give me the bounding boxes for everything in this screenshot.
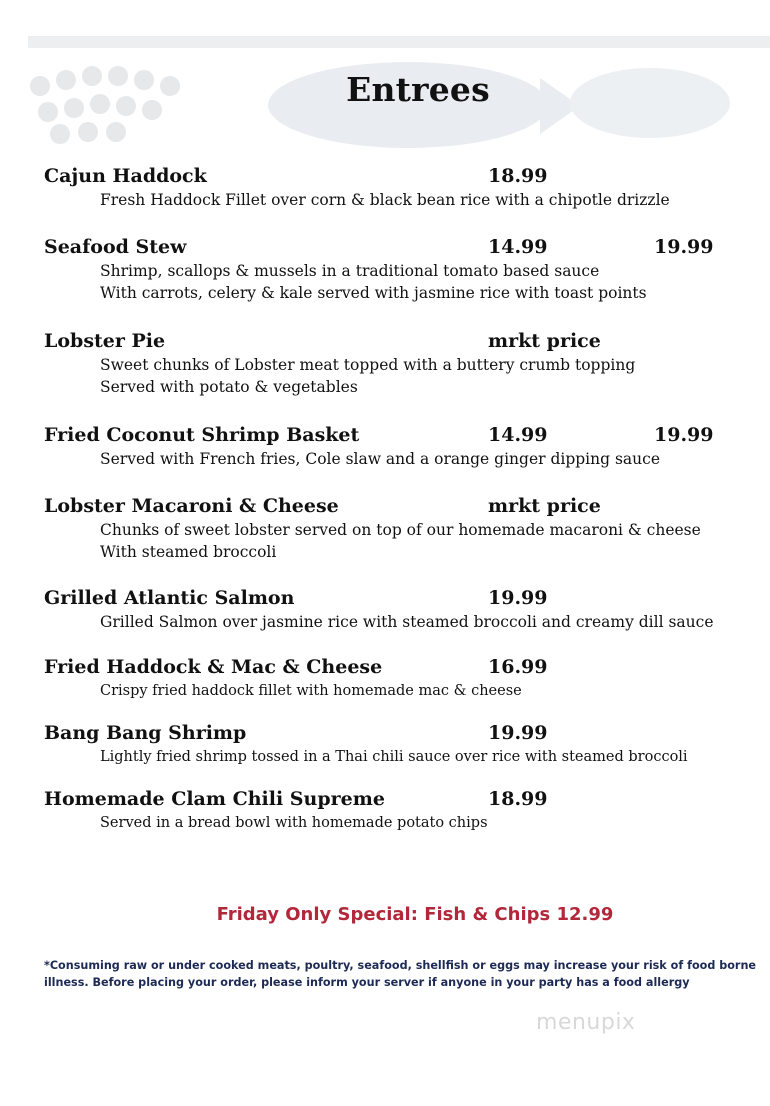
item-description xyxy=(100,448,660,470)
item-name: Bang Bang Shrimp xyxy=(44,722,247,744)
item-price: 14.99 xyxy=(488,236,548,258)
item-price-large: 19.99 xyxy=(654,424,714,446)
item-price: 19.99 xyxy=(488,722,548,744)
item-description xyxy=(100,354,635,398)
watermark: menupix xyxy=(536,1010,636,1035)
item-description xyxy=(100,611,714,633)
item-price: 18.99 xyxy=(488,788,548,810)
item-name: Homemade Clam Chili Supreme xyxy=(44,788,385,810)
item-name: Lobster Pie xyxy=(44,330,166,352)
item-description xyxy=(100,260,647,304)
item-name: Lobster Macaroni & Cheese xyxy=(44,495,339,517)
item-price: 14.99 xyxy=(488,424,548,446)
description-line: Chunks of sweet lobster served on top of our homemade macaroni & cheese xyxy=(100,521,701,539)
description-line: Served with potato & vegetables xyxy=(100,378,358,396)
description-line: Served in a bread bowl with homemade potato chips xyxy=(100,815,488,831)
item-description xyxy=(100,189,670,211)
item-price: mrkt price xyxy=(488,330,601,352)
item-description xyxy=(100,519,701,563)
item-price: 16.99 xyxy=(488,656,548,678)
item-name: Fried Haddock & Mac & Cheese xyxy=(44,656,383,678)
description-line: Lightly fried shrimp tossed in a Thai chili sauce over rice with steamed broccoli xyxy=(100,749,688,765)
description-line: Sweet chunks of Lobster meat topped with a buttery crumb topping xyxy=(100,356,636,374)
item-name: Grilled Atlantic Salmon xyxy=(44,587,295,609)
description-line: Shrimp, scallops & mussels in a traditional tomato based sauce xyxy=(100,262,600,280)
item-price-large: 19.99 xyxy=(654,236,714,258)
item-name: Cajun Haddock xyxy=(44,165,207,187)
item-description xyxy=(100,812,488,834)
item-price: 18.99 xyxy=(488,165,548,187)
page-title: Entrees xyxy=(346,70,490,109)
description-line: With carrots, celery & kale served with jasmine rice with toast points xyxy=(100,284,647,302)
item-price: 19.99 xyxy=(488,587,548,609)
item-description xyxy=(100,680,522,702)
description-line: Grilled Salmon over jasmine rice with steamed broccoli and creamy dill sauce xyxy=(100,613,714,631)
description-line: Crispy fried haddock fillet with homemade mac & cheese xyxy=(100,683,522,699)
description-line: With steamed broccoli xyxy=(100,543,277,561)
friday-special: Friday Only Special: Fish & Chips 12.99 xyxy=(216,904,614,925)
description-line: Fresh Haddock Fillet over corn & black bean rice with a chipotle drizzle xyxy=(100,191,670,209)
top-border xyxy=(28,36,770,48)
item-name: Seafood Stew xyxy=(44,236,187,258)
item-price: mrkt price xyxy=(488,495,601,517)
item-description xyxy=(100,746,688,768)
allergy-disclaimer: *Consuming raw or under cooked meats, poultry, seafood, shellfish or eggs may increase your risk of food borne illness. Before placing your order, please inform your server if anyone in your party has a food allergy xyxy=(44,959,756,989)
item-name: Fried Coconut Shrimp Basket xyxy=(44,424,360,446)
description-line: Served with French fries, Cole slaw and a orange ginger dipping sauce xyxy=(100,450,660,468)
